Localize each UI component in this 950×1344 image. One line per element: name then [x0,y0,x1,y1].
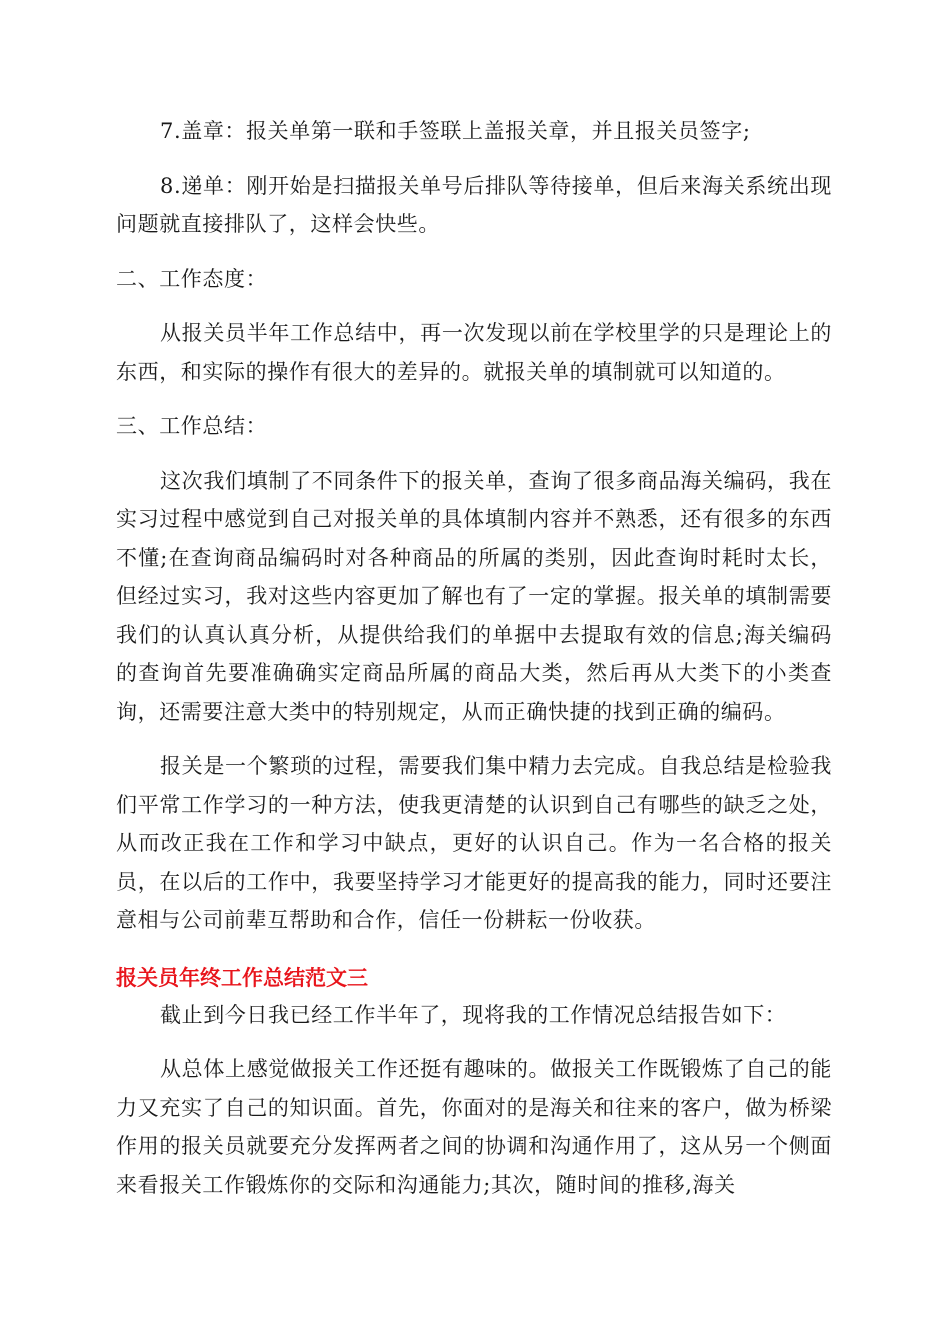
paragraph-conclusion: 报关是一个繁琐的过程，需要我们集中精力去完成。自我总结是检验我们平常工作学习的一种方法，使我更清楚的认识到自己有哪些的缺乏之处，从而改正我在工作和学习中缺点，更好的认识自己。作为一名合格的报关员，在以后的工作中，我要坚持学习才能更好的提高我的能力，同时还要注意相与公司前辈互帮助和合作，信任一份耕耘一份收获。 [116,754,832,932]
heading-work-attitude: 二、工作态度： [116,266,268,291]
document-body [116,112,832,1204]
paragraph-attitude: 从报关员半年工作总结中，再一次发现以前在学校里学的只是理论上的东西，和实际的操作有很大的差异的。就报关单的填制就可以知道的。 [116,321,832,384]
paragraph-intro: 截止到今日我已经工作半年了，现将我的工作情况总结报告如下： [160,1002,787,1027]
section-title: 报关员年终工作总结范文三 [116,965,368,990]
paragraph-step-7: 7.盖章：报关单第一联和手签联上盖报关章，并且报关员签字; [160,119,751,143]
heading-work-summary: 三、工作总结： [116,414,268,438]
paragraph-summary: 这次我们填制了不同条件下的报关单，查询了很多商品海关编码，我在实习过程中感觉到自己对报关单的具体填制内容并不熟悉，还有很多的东西不懂;在查询商品编码时对各种商品的所属的类别，因此查询时耗时太长，但经过实习，我对这些内容更加了解也有了一定的掌握。报关单的填制需要我们的认真认真分析，从提供给我们的单据中去提取有效的信息;海关编码的查询首先要准确确实定商品所属的商品大类，然后再从大类下的小类查询，还需要注意大类中的特别规定，从而正确快捷的找到正确的编码。 [116,468,832,724]
paragraph-step-8: 8.递单：刚开始是扫描报关单号后排队等待接单，但后来海关系统出现问题就直接排队了，这样会快些。 [116,173,832,236]
paragraph-overview: 从总体上感觉做报关工作还挺有趣味的。做报关工作既锻炼了自己的能力又充实了自己的知识面。首先，你面对的是海关和往来的客户，做为桥梁作用的报关员就要充分发挥两者之间的协调和沟通作用了，这从另一个侧面来看报关工作锻炼你的交际和沟通能力;其次，随时间的推移,海关 [116,1057,832,1197]
